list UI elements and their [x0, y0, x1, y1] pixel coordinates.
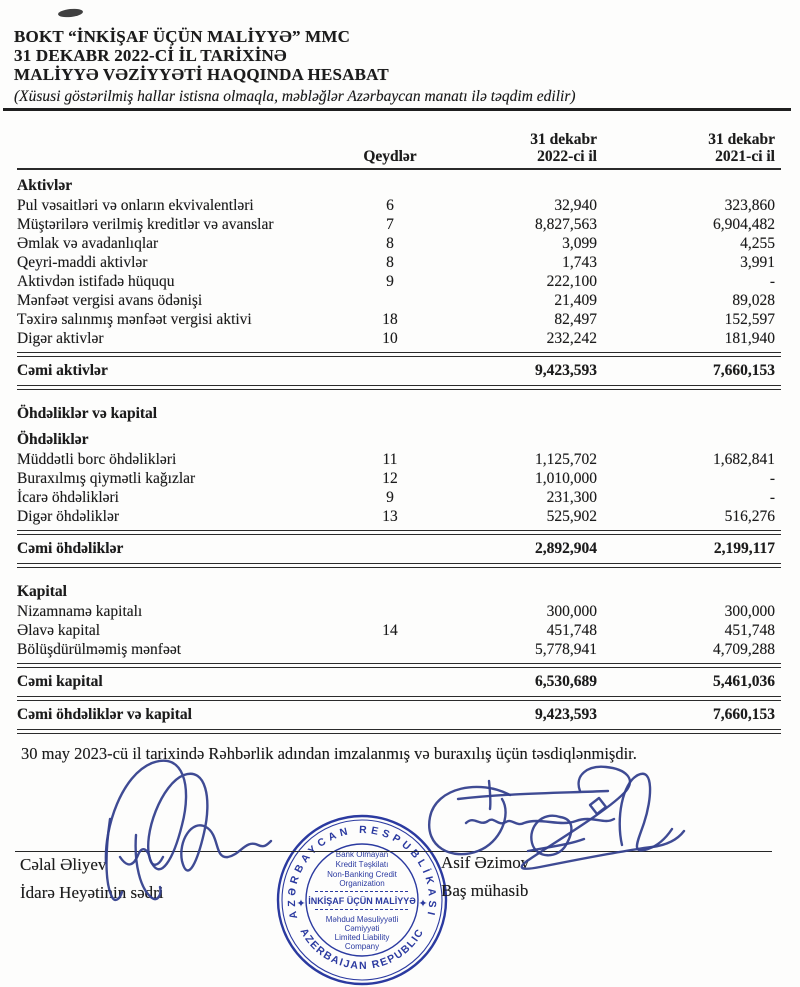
row-label: Öhdəliklər — [17, 431, 89, 448]
row-value-2021 — [603, 403, 781, 424]
signature-block — [0, 735, 800, 987]
stamp-company-name: İNKİŞAF ÜÇÜN MALİYYƏ — [308, 896, 416, 906]
left-signatory-name: Cəlal Əliyev — [20, 855, 107, 874]
row-label: Cəmi aktivlər — [17, 362, 108, 379]
table-row — [17, 704, 781, 725]
table-row — [17, 671, 781, 692]
row-label: Kapital — [17, 583, 67, 600]
table-row — [17, 360, 781, 381]
row-value-2022: 21,409 — [554, 292, 597, 309]
row-value-2021: 451,748 — [724, 622, 775, 639]
row-label: Öhdəliklər və kapital — [17, 405, 158, 422]
stamp-line: Organization — [339, 879, 385, 888]
stamp-ring-top: AZƏRBAYCAN RESPUBLİKASI — [285, 823, 439, 921]
row-value-2021 — [603, 429, 781, 450]
signature-rule — [15, 851, 772, 852]
table-row — [17, 507, 781, 526]
stamp-star-right-icon: ✦ — [418, 898, 428, 910]
row-value-2022: 232,242 — [546, 330, 597, 347]
left-signatory — [20, 854, 164, 904]
row-value-2022 — [430, 403, 603, 424]
measurement-note: (Xüsusi göstərilmiş hallar istisna olmaqla, məbləğlər Azərbaycan manatı ilə təqdim edilir) — [14, 88, 576, 105]
approval-statement: 30 may 2023-cü il tarixində Rəhbərlik adından imzalanmış və buraxılış üçün təsdiqlənmişdir. — [21, 744, 637, 763]
row-label: Cəmi öhdəliklər və kapital — [17, 706, 192, 723]
row-value-2021: 7,660,153 — [713, 362, 775, 379]
total-rule — [17, 696, 781, 701]
row-value-2021: 7,660,153 — [713, 706, 775, 723]
left-signatory-title: İdarə Heyətinin sədri — [20, 883, 164, 902]
row-value-2022 — [430, 175, 603, 196]
row-note: 8 — [386, 235, 394, 252]
row-value-2022: 1,743 — [562, 254, 597, 271]
row-label: Əmlak və avadanlıqlar — [17, 235, 159, 252]
table-row — [17, 450, 781, 469]
column-header-2021: 31 dekabr 2021-ci il — [708, 131, 775, 165]
row-value-2021: - — [769, 489, 775, 506]
row-label: İcarə öhdəlikləri — [17, 489, 119, 506]
row-note: 9 — [386, 273, 394, 290]
row-note — [350, 360, 430, 381]
row-value-2022: 231,300 — [546, 489, 597, 506]
stamp-line: Company — [344, 942, 380, 951]
row-note: 18 — [382, 311, 398, 328]
stamp-line: Limited Liability — [334, 933, 390, 942]
row-note: 11 — [382, 451, 398, 468]
row-value-2022: 451,748 — [546, 622, 597, 639]
table-row — [17, 253, 781, 272]
table-row — [17, 175, 781, 196]
stamp-line: Bank Olmayan — [335, 850, 389, 859]
row-label: Cəmi kapital — [17, 673, 103, 690]
table-row — [17, 429, 781, 450]
row-label: Müştərilərə verilmiş kreditlər və avanslar — [17, 216, 274, 233]
row-note: 9 — [386, 489, 394, 506]
balance-sheet-table — [17, 131, 781, 734]
row-note: 8 — [386, 254, 394, 271]
row-label: Müddətli borc öhdəlikləri — [17, 451, 177, 468]
stamp-line: Non-Banking Credit — [327, 870, 397, 879]
row-label: Bölüşdürülməmiş mənfəət — [17, 641, 182, 658]
notes-column-header: Qeydlər — [363, 148, 417, 165]
right-signatory-title: Baş mühasib — [441, 881, 529, 900]
total-rule — [17, 385, 781, 390]
row-value-2022 — [430, 581, 603, 602]
row-value-2021: 1,682,841 — [713, 451, 775, 468]
row-note — [350, 429, 430, 450]
row-value-2021: 5,461,036 — [713, 673, 775, 690]
table-row — [17, 538, 781, 559]
column-header-2022: 31 dekabr 2022-ci il — [530, 131, 597, 165]
report-title: MALİYYƏ VƏZİYYƏTİ HAQQINDA HESABAT — [14, 65, 389, 84]
stamp-line: Kredit Təşkilatı — [335, 860, 389, 869]
row-note: 7 — [386, 216, 394, 233]
row-note: 13 — [382, 508, 398, 525]
row-value-2022: 8,827,563 — [535, 216, 597, 233]
table-row — [17, 640, 781, 659]
row-label: Təxirə salınmış mənfəət vergisi aktivi — [17, 311, 252, 328]
right-signatory — [441, 852, 529, 902]
row-value-2021: 6,904,482 — [713, 216, 775, 233]
table-row — [17, 329, 781, 348]
report-date: 31 DEKABR 2022-Cİ İL TARİXİNƏ — [14, 46, 287, 65]
row-note: 12 — [382, 470, 398, 487]
row-value-2021: - — [769, 273, 775, 290]
table-row — [17, 621, 781, 640]
header-rule — [3, 108, 791, 111]
row-value-2022 — [430, 429, 603, 450]
row-note — [350, 602, 430, 621]
row-value-2021 — [603, 175, 781, 196]
table-row — [17, 215, 781, 234]
row-label: Cəmi öhdəliklər — [17, 540, 124, 557]
table-row — [17, 469, 781, 488]
table-row — [17, 488, 781, 507]
row-value-2022: 32,940 — [554, 197, 597, 214]
row-note — [350, 581, 430, 602]
table-row — [17, 291, 781, 310]
row-value-2021: 181,940 — [724, 330, 775, 347]
table-row — [17, 403, 781, 424]
row-note — [350, 403, 430, 424]
table-row — [17, 310, 781, 329]
total-rule — [17, 729, 781, 734]
table-header-row — [17, 131, 781, 170]
row-value-2022: 3,099 — [562, 235, 597, 252]
row-label: Digər aktivlər — [17, 330, 104, 347]
row-value-2022: 9,423,593 — [535, 362, 597, 379]
table-row — [17, 196, 781, 215]
row-note: 10 — [382, 330, 398, 347]
row-note: 6 — [386, 197, 394, 214]
row-value-2021 — [603, 581, 781, 602]
row-value-2022: 82,497 — [554, 311, 597, 328]
total-rule — [17, 530, 781, 535]
row-label: Buraxılmış qiymətli kağızlar — [17, 470, 196, 487]
report-header — [0, 0, 800, 107]
total-rule — [17, 352, 781, 357]
row-value-2022: 300,000 — [546, 603, 597, 620]
row-value-2022: 525,902 — [546, 508, 597, 525]
row-value-2022: 222,100 — [546, 273, 597, 290]
row-value-2022: 1,010,000 — [535, 470, 597, 487]
row-value-2021: 4,709,288 — [713, 641, 775, 658]
total-rule — [17, 563, 781, 568]
row-label: Nizamnamə kapitalı — [17, 603, 143, 620]
row-label: Qeyri-maddi aktivlər — [17, 254, 148, 271]
row-label: Aktivdən istifadə hüququ — [17, 273, 175, 290]
row-note — [350, 640, 430, 659]
stamp-line: Məhdud Məsuliyyətli — [325, 915, 399, 924]
stamp-ring-bottom: AZERBAIJAN REPUBLIC — [297, 926, 427, 973]
row-value-2021: 89,028 — [732, 292, 775, 309]
row-value-2021: 3,991 — [740, 254, 775, 271]
row-value-2021: 516,276 — [724, 508, 775, 525]
row-note — [350, 704, 430, 725]
row-value-2022: 1,125,702 — [535, 451, 597, 468]
row-value-2021: - — [769, 470, 775, 487]
stamp-line: Cəmiyyəti — [344, 924, 380, 933]
row-note — [350, 538, 430, 559]
row-value-2021: 300,000 — [724, 603, 775, 620]
table-row — [17, 272, 781, 291]
table-row — [17, 234, 781, 253]
row-value-2022: 5,778,941 — [535, 641, 597, 658]
row-note — [350, 291, 430, 310]
row-note: 14 — [382, 622, 398, 639]
row-label: Əlavə kapital — [17, 622, 101, 639]
stamp-star-left-icon: ✦ — [296, 898, 306, 910]
row-value-2021: 4,255 — [740, 235, 775, 252]
row-value-2022: 2,892,904 — [535, 540, 597, 557]
row-label: Mənfəət vergisi avans ödənişi — [17, 292, 203, 309]
row-value-2021: 2,199,117 — [713, 540, 775, 557]
table-row — [17, 602, 781, 621]
row-note — [350, 671, 430, 692]
row-value-2022: 9,423,593 — [535, 706, 597, 723]
row-value-2021: 323,860 — [724, 197, 775, 214]
right-signatory-name: Asif Əzimov — [441, 853, 530, 872]
row-label: Digər öhdəliklər — [17, 508, 120, 525]
table-body — [17, 175, 781, 734]
row-label: Pul vəsaitləri və onların ekvivalentləri — [17, 197, 254, 214]
row-note — [350, 175, 430, 196]
row-label: Aktivlər — [17, 177, 73, 194]
company-name: BOKT “İNKİŞAF ÜÇÜN MALİYYƏ” MMC — [14, 27, 351, 46]
row-value-2021: 152,597 — [724, 311, 775, 328]
total-rule — [17, 663, 781, 668]
table-row — [17, 581, 781, 602]
row-value-2022: 6,530,689 — [535, 673, 597, 690]
